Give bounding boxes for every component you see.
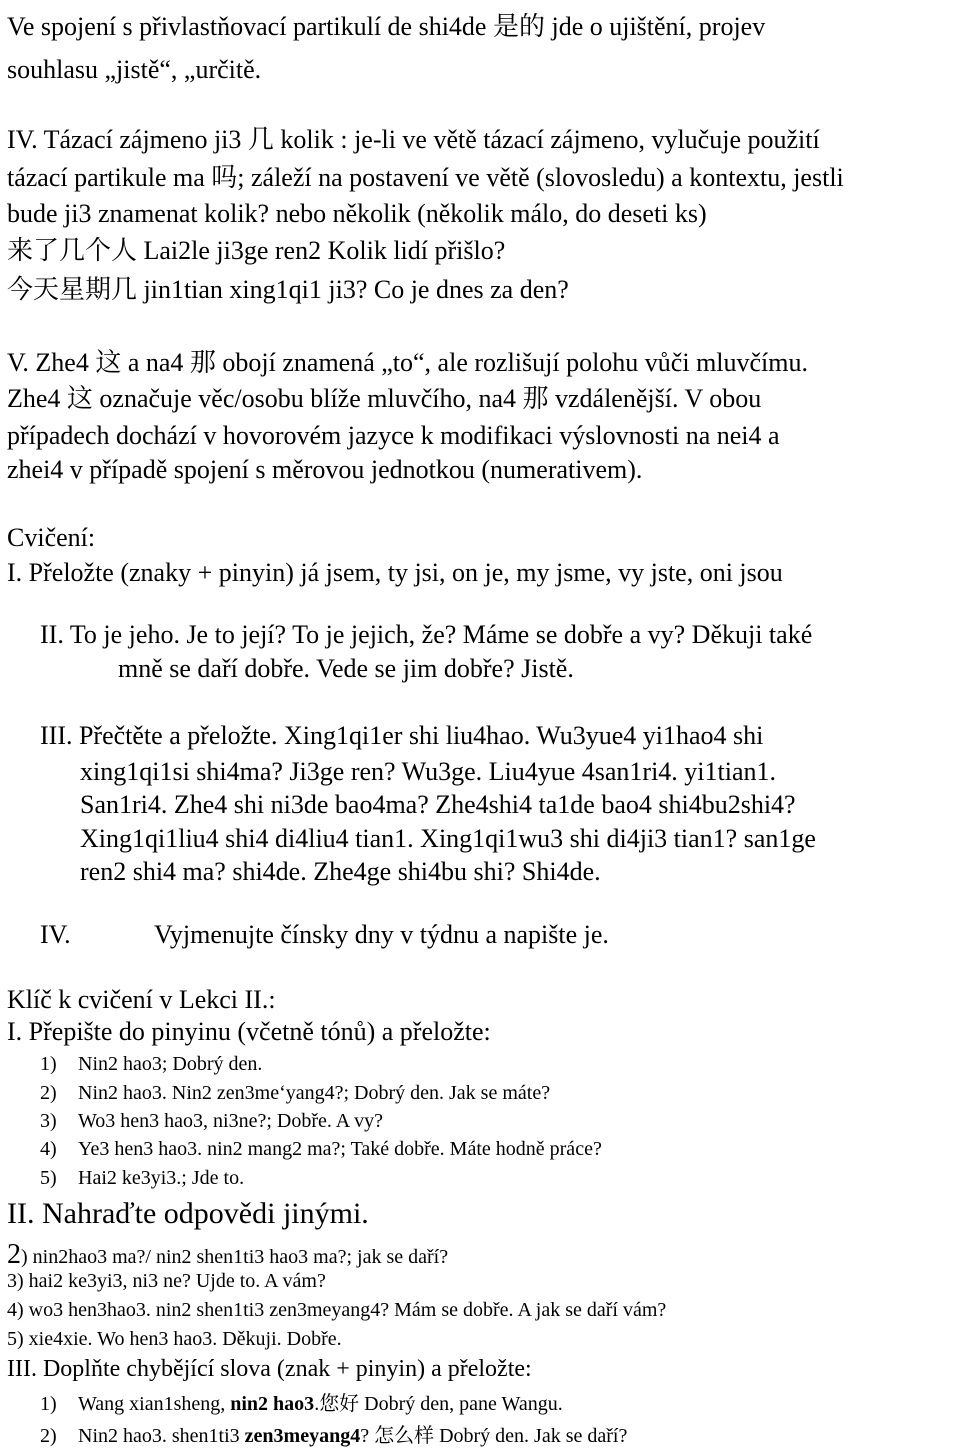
exercise-item: III. Přečtěte a přeložte. Xing1qi1er shi liu4hao. Wu3yue4 yi1hao4 shi bbox=[40, 721, 764, 750]
list-item bbox=[40, 1166, 244, 1190]
list-text: ? 怎么样 Dobrý den. Jak se daří? bbox=[360, 1425, 628, 1447]
list-text: .您好 Dobrý den, pane Wangu. bbox=[314, 1393, 563, 1415]
section-heading: IV. Tázací zájmeno ji3 几 kolik : je-li ve větě tázací zájmeno, vylučuje použití bbox=[7, 125, 820, 154]
filled-answer: nin2 hao3 bbox=[230, 1393, 315, 1415]
list-text: Wo3 hen3 hao3, ni3ne?; Dobře. A vy? bbox=[78, 1110, 383, 1132]
text-line: souhlasu „jistě“, „určitě. bbox=[7, 55, 262, 84]
list-item bbox=[40, 1137, 602, 1161]
list-item bbox=[40, 1392, 563, 1416]
key-heading: Klíč k cvičení v Lekci II.: bbox=[7, 985, 276, 1014]
list-number: 2 bbox=[7, 1239, 21, 1270]
list-number: 1) bbox=[40, 1393, 57, 1415]
text-line: San1ri4. Zhe4 shi ni3de bao4ma? Zhe4shi4 ta1de bao4 shi4bu2shi4? bbox=[80, 790, 796, 819]
list-number: 2) bbox=[40, 1082, 57, 1104]
list-item bbox=[40, 1081, 550, 1105]
exercise-item bbox=[40, 920, 609, 950]
exercise-item: I. Přeložte (znaky + pinyin) já jsem, ty jsi, on je, my jsme, vy jste, oni jsou bbox=[7, 558, 783, 587]
exercise-item: II. To je jeho. Je to její? To je jejich, že? Máme se dobře a vy? Děkuji také bbox=[40, 620, 813, 649]
list-item bbox=[40, 1109, 383, 1133]
list-item: 4) wo3 hen3hao3. nin2 shen1ti3 zen3meyang4? Mám se dobře. A jak se daří vám? bbox=[7, 1299, 667, 1321]
text-line: případech dochází v hovorovém jazyce k modifikaci výslovnosti na nei4 a bbox=[7, 421, 780, 450]
list-text: Wang xian1sheng, bbox=[78, 1393, 231, 1415]
key-subheading: II. Nahraďte odpovědi jinými. bbox=[7, 1197, 369, 1230]
list-number: 4) bbox=[40, 1138, 57, 1160]
list-number: 5) bbox=[40, 1167, 57, 1189]
text-line: tázací partikule ma 吗; záleží na postavení ve větě (slovosledu) a kontextu, jestli bbox=[7, 163, 844, 192]
list-text: Nin2 hao3; Dobrý den. bbox=[78, 1053, 263, 1075]
list-item bbox=[40, 1424, 627, 1448]
list-number: 1) bbox=[40, 1053, 57, 1075]
text-line: 来了几个人 Lai2le ji3ge ren2 Kolik lidí přišlo? bbox=[7, 236, 506, 265]
list-number: 2) bbox=[40, 1425, 57, 1447]
text-line: Zhe4 这 označuje věc/osobu blíže mluvčího, na4 那 vzdálenější. V obou bbox=[7, 384, 762, 413]
section-heading: V. Zhe4 这 a na4 那 obojí znamená „to“, ale rozlišují polohu vůči mluvčímu. bbox=[7, 348, 808, 377]
list-item: 5) xie4xie. Wo hen3 hao3. Děkuji. Dobře. bbox=[7, 1328, 342, 1350]
list-text: Nin2 hao3. shen1ti3 bbox=[78, 1425, 245, 1447]
text-line: Ve spojení s přivlastňovací partikulí de shi4de 是的 jde o ujištění, projev bbox=[7, 12, 766, 41]
list-text: Nin2 hao3. Nin2 zen3me‘yang4?; Dobrý den. Jak se máte? bbox=[78, 1082, 551, 1104]
list-text: Ye3 hen3 hao3. nin2 mang2 ma?; Také dobře. Máte hodně práce? bbox=[78, 1138, 602, 1160]
text-line: 今天星期几 jin1tian xing1qi1 ji3? Co je dnes za den? bbox=[7, 275, 569, 304]
item-text: Vyjmenujte čínsky dny v týdnu a napište je. bbox=[154, 920, 609, 949]
text-line: zhei4 v případě spojení s měrovou jednotkou (numerativem). bbox=[7, 455, 643, 484]
exercise-heading: Cvičení: bbox=[7, 523, 96, 552]
text-line: mně se daří dobře. Vede se jim dobře? Jistě. bbox=[118, 654, 574, 683]
item-number: IV. bbox=[40, 920, 71, 949]
text-line: bude ji3 znamenat kolik? nebo několik (několik málo, do deseti ks) bbox=[7, 199, 707, 228]
text-line: Xing1qi1liu4 shi4 di4liu4 tian1. Xing1qi1wu3 shi di4ji3 tian1? san1ge bbox=[80, 824, 816, 853]
list-item bbox=[40, 1052, 262, 1076]
filled-answer: zen3meyang4 bbox=[244, 1425, 361, 1447]
text-line: xing1qi1si shi4ma? Ji3ge ren? Wu3ge. Liu4yue 4san1ri4. yi1tian1. bbox=[80, 757, 777, 786]
list-item: 3) hai2 ke3yi3, ni3 ne? Ujde to. A vám? bbox=[7, 1270, 326, 1292]
text-line: ren2 shi4 ma? shi4de. Zhe4ge shi4bu shi? Shi4de. bbox=[80, 857, 601, 886]
list-number: 3) bbox=[40, 1110, 57, 1132]
list-item bbox=[7, 1238, 448, 1272]
list-text: ) nin2hao3 ma?/ nin2 shen1ti3 hao3 ma?; jak se daří? bbox=[21, 1246, 449, 1268]
list-text: Hai2 ke3yi3.; Jde to. bbox=[78, 1167, 245, 1189]
key-subheading: III. Doplňte chybějící slova (znak + pinyin) a přeložte: bbox=[7, 1356, 532, 1382]
key-subheading: I. Přepište do pinyinu (včetně tónů) a přeložte: bbox=[7, 1017, 491, 1046]
